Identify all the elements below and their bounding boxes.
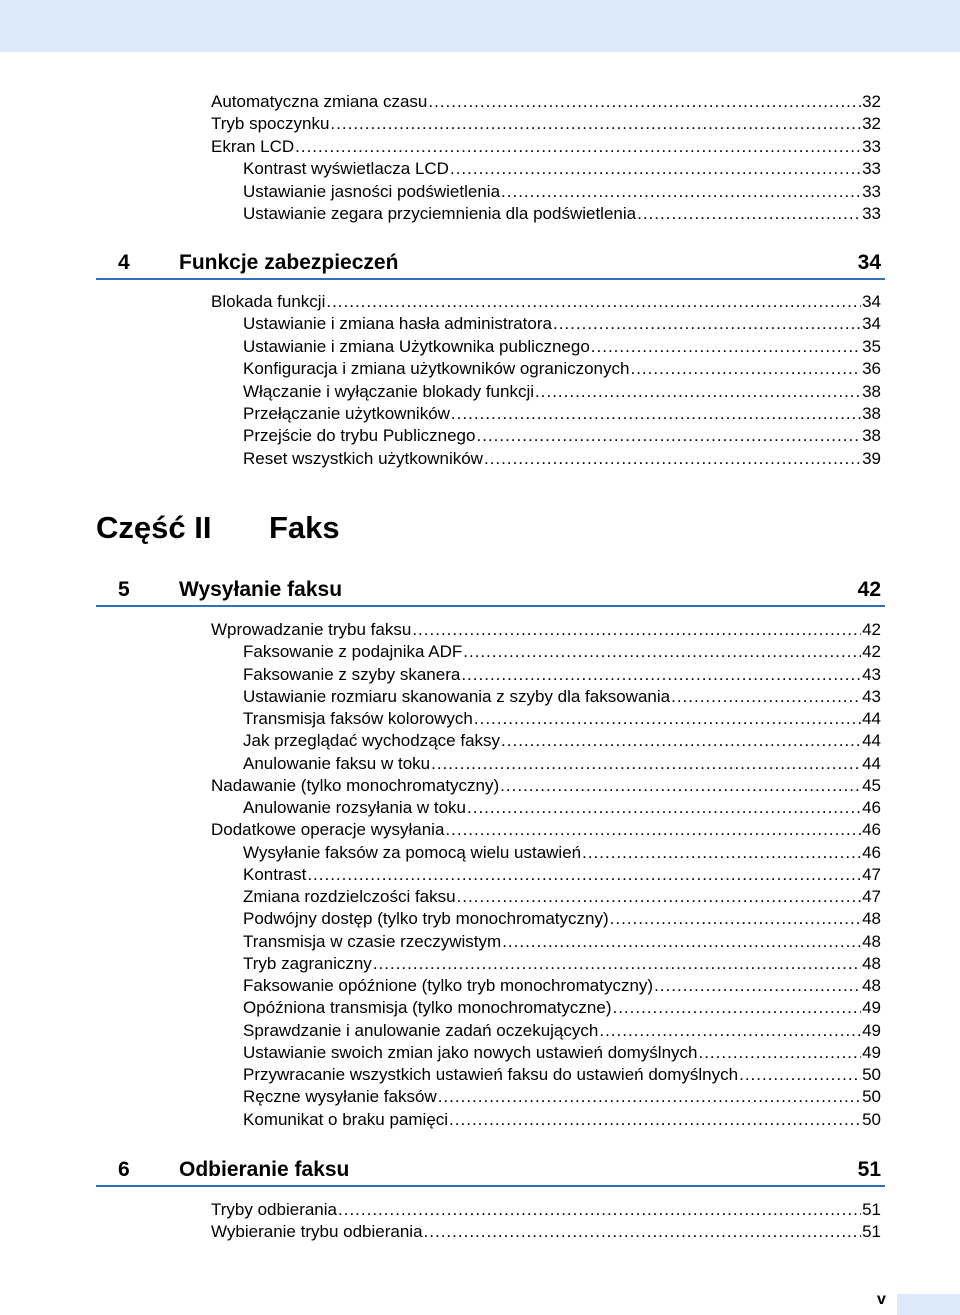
toc-entry-page: 50 (862, 1065, 881, 1084)
toc-entry-page: 47 (862, 887, 881, 906)
toc-entry-page: 36 (862, 359, 881, 379)
toc-entry-page: 51 (862, 1222, 881, 1242)
toc-entry-page: 44 (862, 731, 881, 751)
toc-entry-page: 35 (862, 336, 881, 356)
toc-leader-dots (338, 1199, 861, 1221)
toc-leader-dots (424, 1221, 862, 1243)
toc-entry[interactable] (243, 886, 881, 908)
toc-entry-title: Przełączanie użytkowników (243, 404, 450, 423)
chapter-number: 4 (118, 251, 130, 274)
toc-entry[interactable] (243, 336, 881, 358)
toc-entry[interactable] (211, 291, 881, 313)
toc-leader-dots (739, 1064, 861, 1086)
toc-entry[interactable] (243, 1086, 881, 1108)
toc-entry-page: 50 (862, 1109, 881, 1129)
toc-leader-dots (428, 91, 861, 113)
toc-entry[interactable] (211, 819, 881, 841)
toc-entry-title: Komunikat o braku pamięci (243, 1109, 449, 1129)
toc-leader-dots (500, 775, 861, 797)
toc-entry-title: Ustawianie swoich zmian jako nowych ustawień domyślnych (243, 1042, 698, 1062)
chapter-heading-4[interactable] (96, 248, 885, 280)
toc-entry-page: 34 (862, 292, 881, 311)
toc-entry-page: 33 (862, 181, 881, 201)
toc-entry-page: 46 (862, 820, 881, 840)
toc-entry-page: 42 (862, 642, 881, 662)
toc-leader-dots (474, 708, 861, 730)
toc-leader-dots (535, 381, 861, 403)
toc-entry-page: 47 (862, 864, 881, 884)
toc-entry-title: Ustawianie jasności podświetlenia (243, 181, 501, 201)
toc-entry[interactable] (243, 864, 881, 886)
toc-leader-dots (451, 403, 861, 425)
toc-leader-dots (484, 448, 861, 470)
toc-leader-dots (295, 136, 861, 158)
toc-entry-page: 38 (862, 404, 881, 423)
toc-entry-title: Przejście do trybu Publicznego (243, 426, 476, 446)
chapter-page: 51 (857, 1158, 881, 1181)
toc-entry-title: Ustawianie zegara przyciemnienia dla podświetlenia (243, 204, 637, 223)
toc-entry-page: 33 (862, 159, 881, 179)
toc-entry[interactable] (211, 113, 881, 135)
toc-leader-dots (450, 158, 861, 180)
chapter-title: Funkcje zabezpieczeń (179, 251, 399, 274)
toc-entry[interactable] (243, 381, 881, 403)
toc-leader-dots (373, 953, 861, 975)
toc-entry-page: 33 (862, 204, 881, 223)
toc-entry[interactable] (243, 1109, 881, 1131)
toc-entry[interactable] (243, 842, 881, 864)
toc-leader-dots (463, 641, 861, 663)
toc-entry-title: Kontrast wyświetlacza LCD (243, 159, 449, 179)
toc-entry-title: Ekran LCD (211, 136, 295, 156)
toc-entry[interactable] (211, 1221, 881, 1243)
toc-entry[interactable] (243, 448, 881, 470)
toc-entry-title: Faksowanie opóźnione (tylko tryb monochromatyczny) (243, 976, 654, 995)
toc-entry[interactable] (243, 975, 881, 997)
toc-entry-page: 38 (862, 426, 881, 446)
toc-leader-dots (457, 886, 862, 908)
chapter-number: 5 (118, 578, 130, 601)
toc-entry-page: 51 (862, 1200, 881, 1219)
toc-entry[interactable] (243, 203, 881, 225)
toc-leader-dots (461, 664, 861, 686)
toc-leader-dots (449, 1109, 861, 1131)
toc-entry-title: Dodatkowe operacje wysyłania (211, 820, 445, 840)
toc-entry[interactable] (211, 91, 881, 113)
toc-entry[interactable] (243, 730, 881, 752)
toc-entry-title: Tryby odbierania (211, 1200, 337, 1219)
chapter-number: 6 (118, 1158, 130, 1181)
toc-leader-dots (630, 358, 861, 380)
toc-entry-title: Anulowanie faksu w toku (243, 753, 431, 773)
toc-entry[interactable] (243, 641, 881, 663)
toc-leader-dots (582, 842, 861, 864)
toc-entry-title: Wybieranie trybu odbierania (211, 1222, 423, 1242)
toc-entry[interactable] (243, 686, 881, 708)
toc-entry-title: Przywracanie wszystkich ustawień faksu do ustawień domyślnych (243, 1065, 739, 1084)
toc-entry[interactable] (243, 953, 881, 975)
toc-leader-dots (467, 797, 861, 819)
toc-entry-page: 49 (862, 1020, 881, 1040)
chapter-heading-6[interactable] (96, 1155, 885, 1187)
toc-entry-title: Ustawianie rozmiaru skanowania z szyby dla faksowania (243, 686, 671, 706)
toc-entry-page: 50 (862, 1087, 881, 1107)
chapter-title: Odbieranie faksu (179, 1158, 350, 1181)
toc-entry-title: Ręczne wysyłanie faksów (243, 1087, 437, 1107)
toc-entry-page: 32 (862, 92, 881, 111)
toc-entry-page: 33 (862, 136, 881, 156)
toc-entry-page: 43 (862, 686, 881, 706)
footer-band (897, 1294, 960, 1315)
toc-entry-title: Włączanie i wyłączanie blokady funkcji (243, 381, 535, 401)
toc-entry-title: Podwójny dostęp (tylko tryb monochromatyczny) (243, 909, 609, 929)
part-heading (96, 508, 596, 548)
toc-leader-dots (326, 291, 861, 313)
toc-entry[interactable] (243, 313, 881, 335)
toc-entry[interactable] (243, 158, 881, 180)
toc-entry[interactable] (243, 997, 881, 1019)
toc-leader-dots (698, 1042, 861, 1064)
toc-entry-title: Zmiana rozdzielczości faksu (243, 887, 456, 906)
toc-entry-title: Sprawdzanie i anulowanie zadań oczekujących (243, 1020, 599, 1040)
toc-entry-title: Faksowanie z podajnika ADF (243, 642, 463, 662)
toc-entry[interactable] (243, 403, 881, 425)
toc-leader-dots (445, 819, 861, 841)
toc-leader-dots (671, 686, 861, 708)
toc-entry-page: 48 (862, 953, 881, 973)
part-name: Faks (269, 510, 340, 545)
toc-entry-title: Nadawanie (tylko monochromatyczny) (211, 775, 500, 795)
toc-entry-title: Kontrast (243, 864, 307, 884)
toc-leader-dots (330, 113, 861, 135)
chapter-heading-5[interactable] (96, 575, 885, 607)
toc-entry-title: Opóźniona transmisja (tylko monochromatyczne) (243, 998, 612, 1018)
toc-entry[interactable] (243, 425, 881, 447)
chapter-title: Wysyłanie faksu (179, 578, 343, 601)
part-label: Część II (96, 510, 212, 545)
toc-leader-dots (431, 753, 861, 775)
toc-entry[interactable] (243, 1042, 881, 1064)
toc-leader-dots (599, 1020, 861, 1042)
toc-entry[interactable] (243, 753, 881, 775)
toc-entry-page: 48 (862, 976, 881, 995)
toc-entry[interactable] (243, 908, 881, 930)
toc-entry-page: 48 (862, 909, 881, 929)
toc-leader-dots (412, 619, 861, 641)
toc-entry-title: Wysyłanie faksów za pomocą wielu ustawień (243, 842, 582, 862)
toc-leader-dots (307, 864, 861, 886)
toc-leader-dots (476, 425, 861, 447)
toc-leader-dots (502, 931, 861, 953)
toc-entry-page: 34 (862, 314, 881, 334)
toc-entry[interactable] (211, 1199, 881, 1221)
toc-leader-dots (501, 181, 861, 203)
toc-entry[interactable] (211, 775, 881, 797)
toc-leader-dots (553, 313, 861, 335)
toc-leader-dots (438, 1086, 861, 1108)
toc-entry-page: 44 (862, 753, 881, 773)
toc-entry[interactable] (243, 797, 881, 819)
toc-entry-title: Automatyczna zmiana czasu (211, 92, 428, 111)
header-band (0, 0, 960, 52)
toc-entry-title: Blokada funkcji (211, 292, 326, 311)
toc-entry-page: 32 (862, 114, 881, 134)
toc-entry[interactable] (211, 619, 881, 641)
toc-entry-page: 38 (862, 381, 881, 401)
toc-entry-page: 46 (862, 842, 881, 862)
toc-entry[interactable] (243, 931, 881, 953)
toc-entry-page: 49 (862, 1042, 881, 1062)
toc-leader-dots (501, 730, 861, 752)
toc-entry-title: Jak przeglądać wychodzące faksy (243, 731, 501, 751)
toc-entry[interactable] (243, 181, 881, 203)
toc-leader-dots (637, 203, 861, 225)
toc-entry-title: Tryb zagraniczny (243, 953, 372, 973)
toc-entry-title: Tryb spoczynku (211, 114, 330, 134)
toc-entry-title: Ustawianie i zmiana hasła administratora (243, 314, 552, 334)
page-number: v (877, 1291, 886, 1308)
toc-entry-page: 43 (862, 664, 881, 684)
toc-entry-page: 46 (862, 798, 881, 817)
toc-entry-title: Reset wszystkich użytkowników (243, 448, 483, 468)
toc-leader-dots (591, 336, 861, 358)
toc-leader-dots (610, 908, 861, 930)
toc-entry-title: Ustawianie i zmiana Użytkownika publicznego (243, 336, 590, 356)
toc-entry-title: Transmisja faksów kolorowych (243, 709, 473, 728)
toc-entry-page: 39 (862, 448, 881, 468)
toc-entry[interactable] (243, 708, 881, 730)
toc-leader-dots (654, 975, 861, 997)
chapter-page: 34 (857, 251, 881, 274)
toc-entry-title: Konfiguracja i zmiana użytkowników ograniczonych (243, 359, 630, 379)
toc-entry-title: Wprowadzanie trybu faksu (211, 620, 412, 639)
toc-entry-page: 44 (862, 709, 881, 728)
toc-entry[interactable] (211, 136, 881, 158)
chapter-page: 42 (857, 578, 881, 601)
toc-entry-page: 49 (862, 998, 881, 1018)
toc-entry-page: 42 (862, 620, 881, 639)
toc-entry[interactable] (243, 358, 881, 380)
toc-entry[interactable] (243, 1020, 881, 1042)
toc-entry-page: 48 (862, 931, 881, 951)
toc-entry[interactable] (243, 664, 881, 686)
toc-leader-dots (612, 997, 861, 1019)
toc-entry[interactable] (243, 1064, 881, 1086)
toc-entry-title: Anulowanie rozsyłania w toku (243, 798, 467, 817)
toc-entry-title: Transmisja w czasie rzeczywistym (243, 931, 502, 951)
toc-entry-title: Faksowanie z szyby skanera (243, 664, 461, 684)
toc-entry-page: 45 (862, 775, 881, 795)
